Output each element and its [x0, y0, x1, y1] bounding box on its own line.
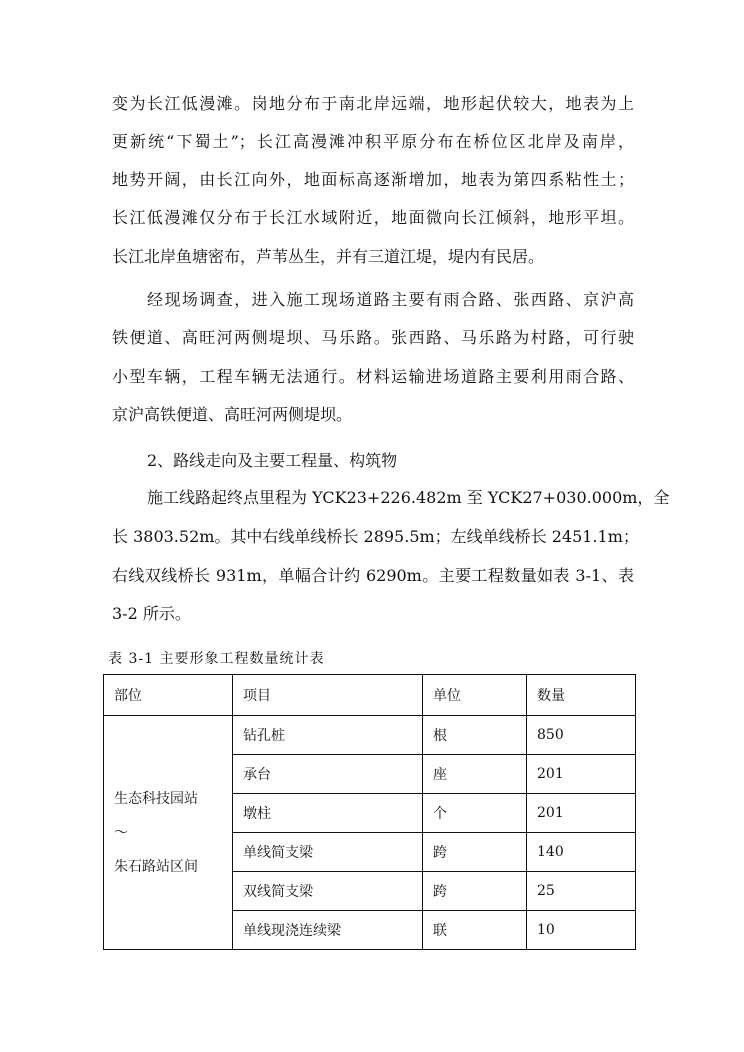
text-line: 施工线路起终点里程为 YCK23+226.482m 至 YCK27+030.000m，全	[147, 488, 670, 507]
text-line: 3-2 所示。	[112, 604, 191, 623]
text-line: 右线双线桥长 931m，单幅合计约 6290m。主要工程数量如表 3-1、表	[112, 566, 634, 585]
text-line: 京沪高铁便道、高旺河两侧堤坝。	[112, 405, 353, 424]
unit-cell: 跨	[423, 872, 527, 911]
header-cell: 单位	[423, 675, 527, 716]
item-cell: 单线现浇连续梁	[233, 911, 423, 950]
header-cell: 数量	[527, 675, 636, 716]
section-start: 生态科技园站	[114, 790, 198, 807]
unit-cell: 根	[423, 716, 527, 755]
text-line: 小型车辆，工程车辆无法通行。材料运输进场道路主要利用雨合路、	[112, 367, 634, 386]
section-end: 朱石路站区间	[114, 858, 198, 875]
text-line: 更新统“下蜀土”；长江高漫滩冲积平原分布在桥位区北岸及南岸，	[112, 132, 634, 151]
item-cell: 承台	[233, 755, 423, 794]
qty-cell: 201	[527, 755, 636, 794]
item-cell: 墩柱	[233, 794, 423, 833]
item-cell: 单线简支梁	[233, 833, 423, 872]
table-caption: 表 3-1 主要形象工程数量统计表	[108, 651, 325, 667]
item-cell: 钻孔桩	[233, 716, 423, 755]
section-separator: ～	[114, 824, 128, 841]
qty-cell: 25	[527, 872, 636, 911]
unit-cell: 联	[423, 911, 527, 950]
header-cell: 项目	[233, 675, 423, 716]
qty-cell: 850	[527, 716, 636, 755]
table-row	[104, 716, 636, 755]
item-cell: 双线简支梁	[233, 872, 423, 911]
quantity-table	[103, 674, 636, 950]
text-line: 长 3803.52m。其中右线单线桥长 2895.5m；左线单线桥长 2451.1m；	[112, 527, 639, 546]
text-line: 变为长江低漫滩。岗地分布于南北岸远端，地形起伏较大，地表为上	[112, 94, 634, 113]
section-heading: 2、路线走向及主要工程量、构筑物	[147, 451, 398, 470]
text-line: 长江低漫滩仅分布于长江水域附近，地面微向长江倾斜，地形平坦。	[112, 208, 634, 227]
unit-cell: 座	[423, 755, 527, 794]
qty-cell: 10	[527, 911, 636, 950]
header-cell: 部位	[104, 675, 233, 716]
unit-cell: 个	[423, 794, 527, 833]
qty-cell: 201	[527, 794, 636, 833]
unit-cell: 跨	[423, 833, 527, 872]
text-line: 经现场调查，进入施工现场道路主要有雨合路、张西路、京沪高	[147, 290, 634, 309]
section-cell	[104, 716, 233, 950]
text-line: 长江北岸鱼塘密布，芦苇丛生，并有三道江堤，堤内有民居。	[112, 247, 545, 266]
text-line: 地势开阔，由长江向外，地面标高逐渐增加，地表为第四系粘性土；	[112, 170, 634, 189]
table-header-row	[104, 675, 636, 716]
qty-cell: 140	[527, 833, 636, 872]
text-line: 铁便道、高旺河两侧堤坝、马乐路。张西路、马乐路为村路，可行驶	[112, 328, 634, 347]
